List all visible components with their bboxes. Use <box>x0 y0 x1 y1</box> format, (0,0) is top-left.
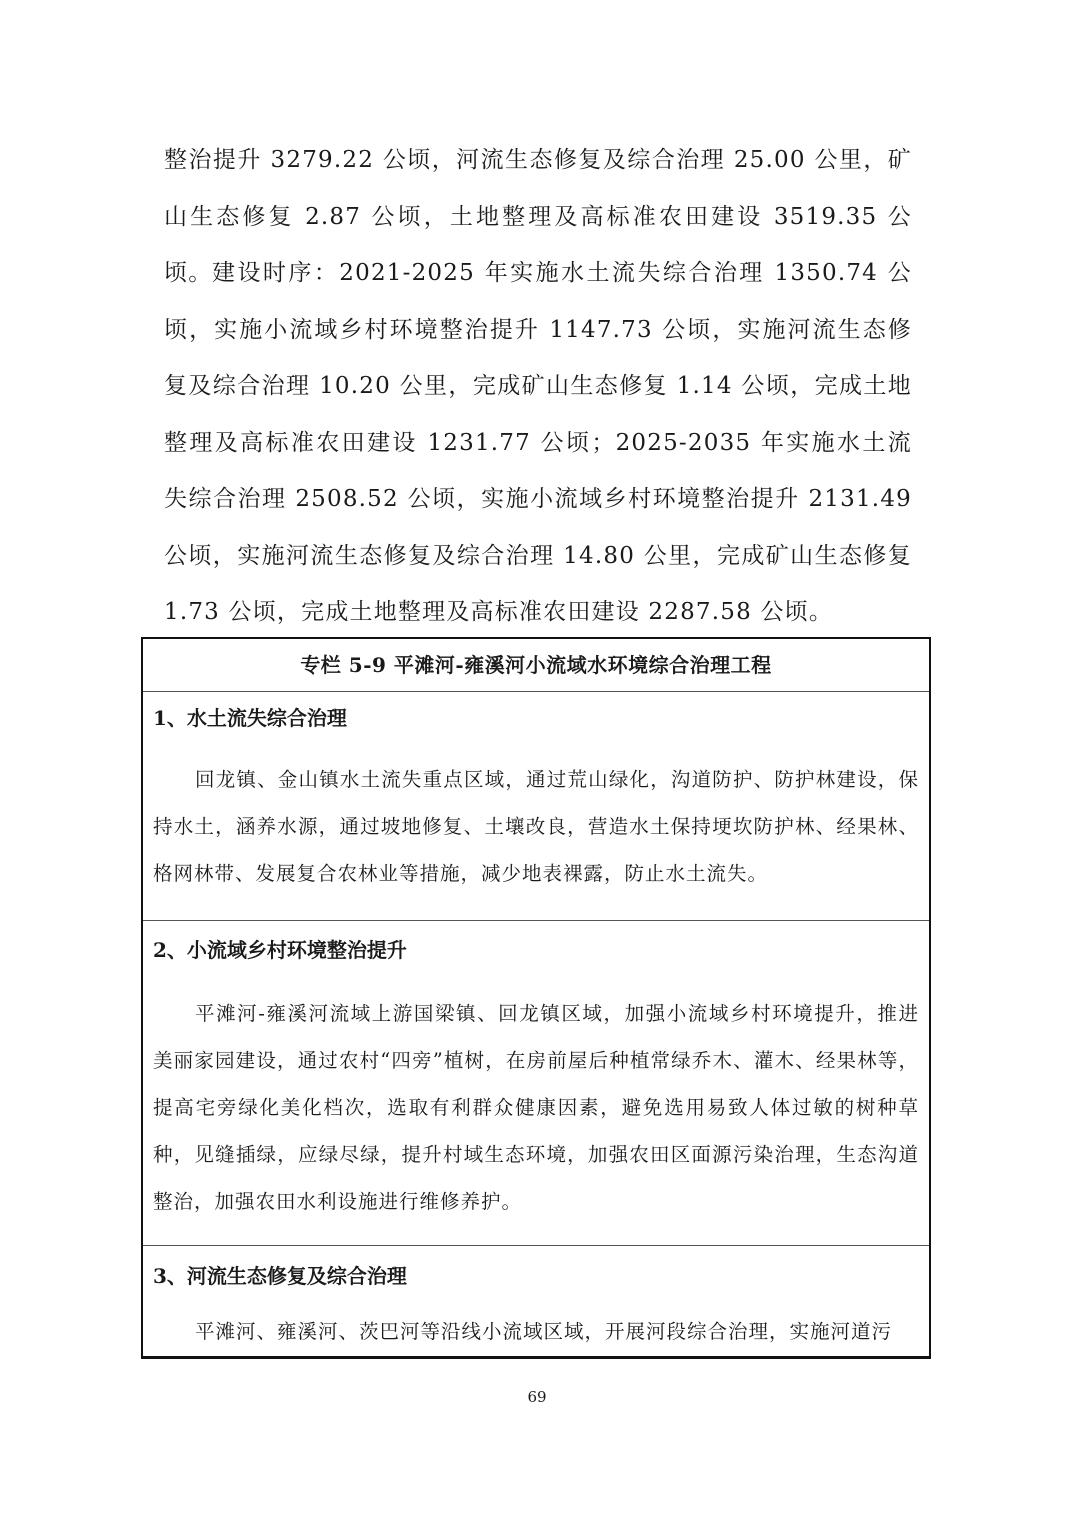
box-section <box>143 924 929 1246</box>
body-paragraph: 整治提升 3279.22 公顷，河流生态修复及综合治理 25.00 公里，矿山生态修复 2.87 公顷，土地整理及高标准农田建设 3519.35 公顷。 <box>164 147 912 286</box>
box-title: 专栏 5-9 平滩河-雍溪河小流域水环境综合治理工程 <box>143 639 929 692</box>
section-heading: 1、水土流失综合治理 <box>153 706 347 730</box>
section-text: 回龙镇、金山镇水土流失重点区域，通过荒山绿化，沟道防护、防护林建设，保持水土，涵养水源，通过坡地修复、土壤改良，营造水土保持埂坎防护林、经果林、格网林带、发展复合农林业等措施，减少地表裸露，防止水土流失。 <box>153 768 919 885</box>
box-section <box>143 692 929 921</box>
section-text: 平滩河-雍溪河流域上游国梁镇、回龙镇区域，加强小流域乡村环境提升，推进美丽家园建设，通过农村“四旁”植树，在房前屋后种植常绿乔木、灌木、经果林等，提高宅旁绿化美化档次，选取有利群众健康因素，避免选用易致人体过敏的树种草种，见缝插绿，应绿尽绿，提升村域生态环境，加强农田区面源污染治理，生态沟道整治，加强农田水利设施进行维修养护。 <box>153 1002 919 1213</box>
page-number: 69 <box>527 1388 547 1406</box>
special-column-box <box>141 637 931 1359</box>
section-heading: 3、河流生态修复及综合治理 <box>153 1264 407 1288</box>
body-paragraph: 建设时序：2021-2025 年实施水土流失综合治理 1350.74 公顷，实施小流域乡村环境整治提升 1147.73 公顷，实施河流生态修复及综合治理 10.20 公里，完成矿山生态修复 1.14 公顷，完成土地整理及高标准农田建设 1231.77 公顷；2025-2035 年实施水土流失综合治理 2508.52 公顷，实施小流域乡村环境整治提升 2131.49 公顷，实施河流生态修复及综合治理 14.80 公里，完成矿山生态修复 1.73 公顷，完成土地整理及高标准农田建设 2287.58 公顷。 <box>164 260 912 625</box>
section-text: 平滩河、雍溪河、茨巴河等沿线小流域区域，开展河段综合治理，实施河道污 <box>195 1320 893 1343</box>
box-section <box>143 1250 929 1355</box>
section-heading: 2、小流域乡村环境整治提升 <box>153 938 407 962</box>
